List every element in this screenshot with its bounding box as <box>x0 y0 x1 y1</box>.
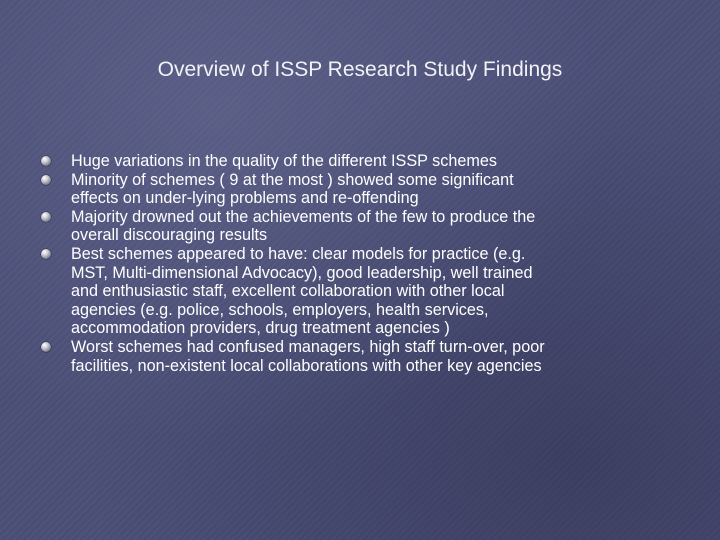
bullet-text: Majority drowned out the achievements of the few to produce the overall discouraging results <box>71 207 536 245</box>
bullet-text: Worst schemes had confused managers, high staff turn-over, poor facilities, non-existent local collaborations with other key agencies <box>71 337 545 375</box>
bullet-item <box>40 338 680 375</box>
bullet-sphere-icon <box>41 175 51 185</box>
bullet-sphere-icon <box>41 212 51 222</box>
bullet-sphere-icon <box>41 342 51 352</box>
bullet-item <box>40 171 680 208</box>
bullet-item <box>40 245 680 338</box>
bullet-sphere-icon <box>41 249 51 259</box>
slide-title: Overview of ISSP Research Study Findings <box>157 58 563 81</box>
bullet-text: Huge variations in the quality of the different ISSP schemes <box>71 152 497 170</box>
bullet-list <box>40 152 680 375</box>
bullet-text: Minority of schemes ( 9 at the most ) showed some significant effects on under-lying problems and re-offending <box>71 170 514 208</box>
bullet-text: Best schemes appeared to have: clear models for practice (e.g. MST, Multi-dimensional Advocacy), good leadership, well trained and enthusiastic staff, excellent collaboration with other local agencies (e.g. police, schools, employers, health services, accommodation providers, drug treatment agencies ) <box>71 244 533 338</box>
bullet-item <box>40 208 680 245</box>
bullet-sphere-icon <box>41 156 51 166</box>
bullet-item <box>40 152 680 171</box>
